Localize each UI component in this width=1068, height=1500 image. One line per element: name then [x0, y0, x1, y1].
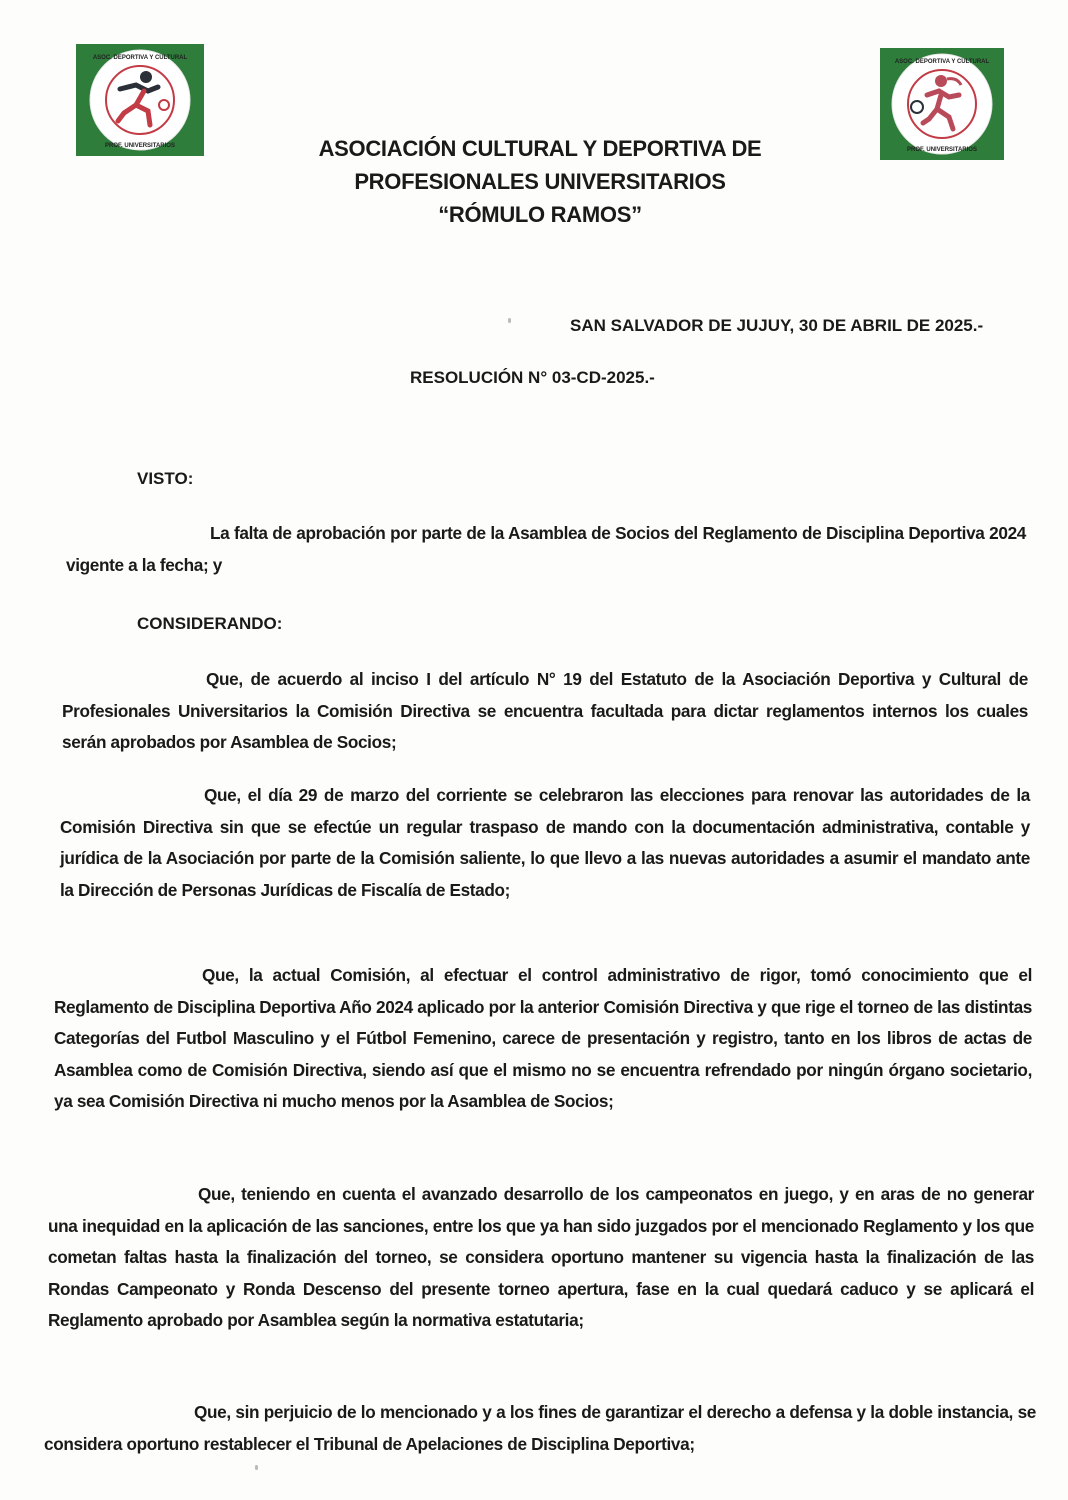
title-line-2: PROFESIONALES UNIVERSITARIOS: [354, 169, 726, 194]
paragraph-text: Que, teniendo en cuenta el avanzado desarrollo de los campeonatos en juego, y en aras de no generar una inequidad en la aplicación de las sanciones, entre los que ya han sido juzgados por el mencionado Reglamento y los que cometan faltas hasta la finalización del torneo, se considera oportuno mantener su vigencia hasta la finalización de las Rondas Campeonato y Ronda Descenso del presente torneo apertura, fase en la cual quedará caduco y se aplicará el Reglamento aprobado por Asamblea según la normativa estatutaria;: [48, 1184, 1034, 1330]
svg-text:ASOC. DEPORTIVA Y CULTURAL: ASOC. DEPORTIVA Y CULTURAL: [894, 59, 990, 65]
female-soccer-player-logo: [880, 48, 1004, 160]
considerando-paragraph-5: [44, 1397, 1036, 1460]
logo-emblem-icon: [84, 47, 196, 153]
organization-title: [240, 132, 840, 231]
scan-speck: [255, 1465, 258, 1470]
male-soccer-player-logo: [76, 44, 204, 156]
considerando-paragraph-1: [62, 664, 1028, 759]
considerando-paragraph-2: [60, 780, 1030, 906]
paragraph-text: Que, el día 29 de marzo del corriente se celebraron las elecciones para renovar las autoridades de la Comisión Directiva sin que se efectúe un regular traspaso de mando con la documentación administrativa, contable y jurídica de la Asociación por parte de la Comisión saliente, lo que llevo a las nuevas autoridades a asumir el mandato ante la Dirección de Personas Jurídicas de Fiscalía de Estado;: [60, 785, 1030, 900]
paragraph-text: Que, la actual Comisión, al efectuar el control administrativo de rigor, tomó conocimiento que el Reglamento de Disciplina Deportiva Año 2024 aplicado por la anterior Comisión Directiva y que rige el torneo de las distintas Categorías del Futbol Masculino y el Fútbol Femenino, carece de presentación y registro, tanto en los libros de actas de Asamblea como de Comisión Directiva, siendo así que el mismo no se encuentra refrendado por ningún órgano societario, ya sea Comisión Directiva ni mucho menos por la Asamblea de Socios;: [54, 965, 1032, 1111]
svg-text:PROF. UNIVERSITARIOS: PROF. UNIVERSITARIOS: [907, 147, 977, 153]
scan-speck: [508, 318, 511, 323]
svg-text:PROF. UNIVERSITARIOS: PROF. UNIVERSITARIOS: [105, 143, 175, 149]
logo-emblem-icon: [887, 51, 997, 157]
visto-text: La falta de aprobación por parte de la Asamblea de Socios del Reglamento de Disciplina Deportiva 2024 vigente a la fecha; y: [66, 523, 1026, 575]
considerando-paragraph-4: [48, 1179, 1034, 1337]
date-line: SAN SALVADOR DE JUJUY, 30 DE ABRIL DE 2025.-: [570, 316, 984, 335]
paragraph-text: Que, sin perjuicio de lo mencionado y a los fines de garantizar el derecho a defensa y la doble instancia, se considera oportuno restablecer el Tribunal de Apelaciones de Disciplina Deportiva;: [44, 1402, 1036, 1454]
resolution-number: RESOLUCIÓN N° 03-CD-2025.-: [410, 368, 655, 387]
considerando-label: CONSIDERANDO:: [137, 614, 283, 633]
visto-paragraph: [66, 518, 1026, 581]
paragraph-text: Que, de acuerdo al inciso I del artículo N° 19 del Estatuto de la Asociación Deportiva y Cultural de Profesionales Universitarios la Comisión Directiva se encuentra facultada para dictar reglamentos internos los cuales serán aprobados por Asamblea de Socios;: [62, 669, 1028, 752]
title-line-1: ASOCIACIÓN CULTURAL Y DEPORTIVA DE: [318, 136, 762, 161]
title-line-3: “RÓMULO RAMOS”: [438, 202, 642, 227]
considerando-paragraph-3: [54, 960, 1032, 1118]
visto-label: VISTO:: [137, 469, 194, 488]
svg-text:ASOC. DEPORTIVA Y CULTURAL: ASOC. DEPORTIVA Y CULTURAL: [92, 55, 188, 61]
